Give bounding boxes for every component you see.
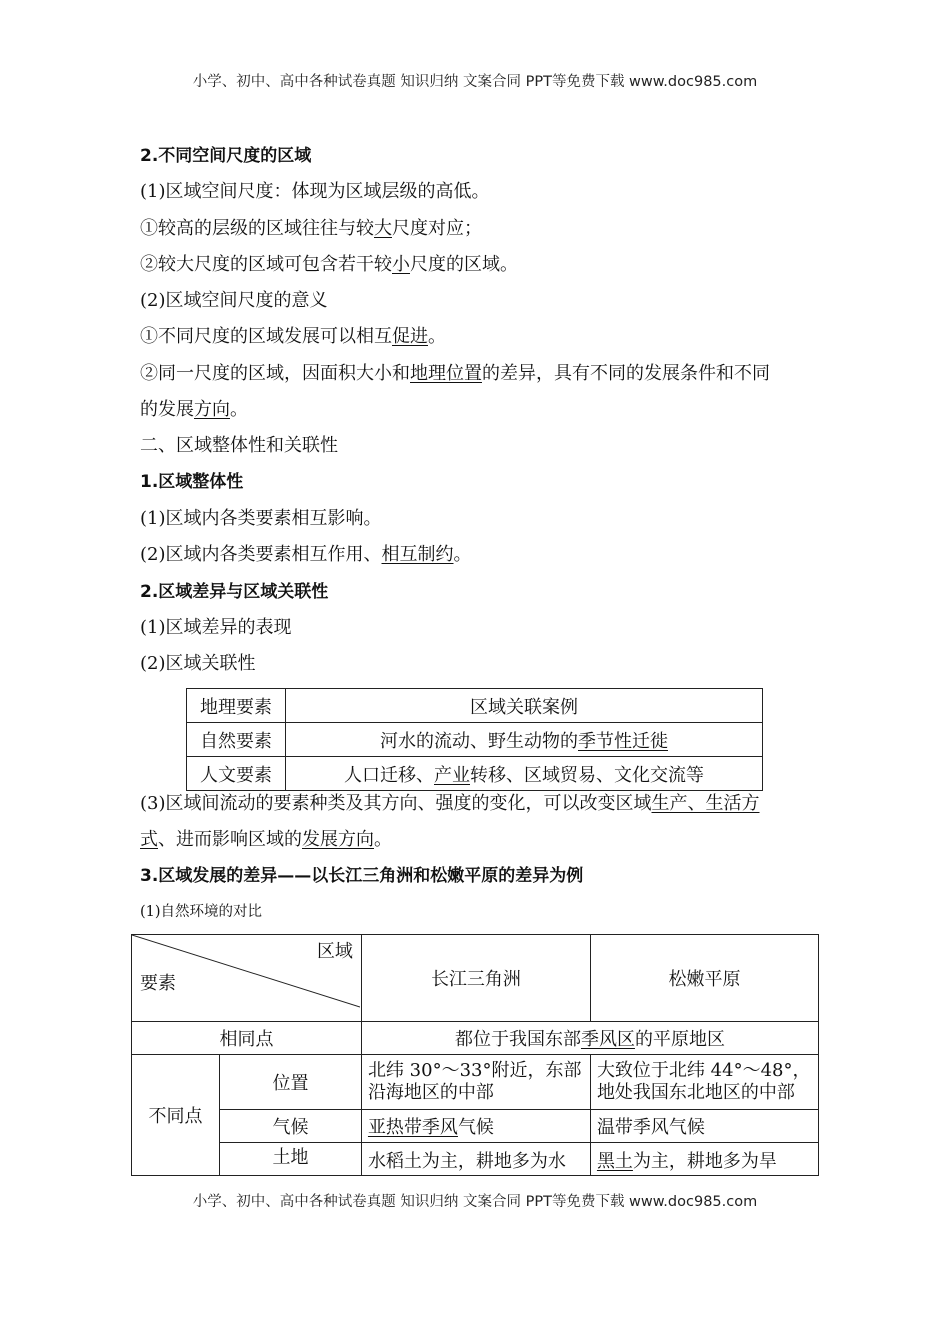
paragraph: 的发展方向。 [140,399,248,420]
relevance-table [186,688,763,791]
paragraph: (2)区域内各类要素相互作用、相互制约。 [140,544,472,565]
table-cell: 水稻土为主，耕地多为水 [361,1143,590,1176]
table-row [187,689,763,723]
page-footer: 小学、初中、高中各种试卷真题 知识归纳 文案合同 PPT等免费下载 www.doc985.com [192,1194,758,1210]
paragraph: (1)区域差异的表现 [140,617,292,638]
diagonal-header-cell [132,935,362,1022]
comparison-table [131,934,819,1176]
table-cell: 位置 [220,1055,362,1110]
table-row [132,1055,819,1110]
table-cell: 河水的流动、野生动物的季节性迁徙 [286,723,763,757]
corner-top-label: 区域 [316,941,353,962]
paragraph: (2)区域空间尺度的意义 [140,290,328,311]
section-heading: 二、区域整体性和关联性 [140,435,338,456]
table-cell: 北纬 30°～33°附近，东部 沿海地区的中部 [361,1055,590,1110]
paragraph: ②同一尺度的区域，因面积大小和地理位置的差异，具有不同的发展条件和不同 [140,363,770,384]
table-cell: 黑土为主，耕地多为旱 [590,1143,818,1176]
table-cell: 不同点 [132,1055,220,1176]
paragraph: (3)区域间流动的要素种类及其方向、强度的变化，可以改变区域生产、生活方 [140,793,760,814]
table-cell: 都位于我国东部季风区的平原地区 [361,1022,818,1055]
heading-integrity: 1.区域整体性 [140,472,244,492]
paragraph: ②较大尺度的区域可包含若干较小尺度的区域。 [140,254,518,275]
paragraph: (1)自然环境的对比 [140,904,263,920]
table-row [132,1022,819,1055]
paragraph: (1)区域内各类要素相互影响。 [140,508,382,529]
table-row [132,1143,819,1176]
paragraph: (1)区域空间尺度：体现为区域层级的高低。 [140,181,490,202]
corner-bottom-label: 要素 [140,973,176,994]
table-cell: 大致位于北纬 44°～48°， 地处我国东北地区的中部 [590,1055,818,1110]
table-row [132,935,819,1022]
page-header: 小学、初中、高中各种试卷真题 知识归纳 文案合同 PPT等免费下载 www.doc985.com [192,74,758,90]
table-header: 长江三角洲 [361,935,590,1022]
paragraph: 式、进而影响区域的发展方向。 [140,829,392,850]
table-header: 地理要素 [187,689,286,723]
table-cell: 温带季风气候 [590,1110,818,1143]
heading-development-difference: 3.区域发展的差异——以长江三角洲和松嫩平原的差异为例 [140,866,584,886]
table-cell: 土地 [220,1143,362,1176]
table-header: 松嫩平原 [590,935,818,1022]
table-cell: 相同点 [132,1022,362,1055]
heading-spatial-scale: 2.不同空间尺度的区域 [140,146,312,166]
table-cell: 自然要素 [187,723,286,757]
table-row [187,723,763,757]
table-header: 区域关联案例 [286,689,763,723]
table-row [187,757,763,791]
table-cell: 气候 [220,1110,362,1143]
table-cell: 人文要素 [187,757,286,791]
paragraph: ①不同尺度的区域发展可以相互促进。 [140,326,446,347]
table-cell: 亚热带季风气候 [361,1110,590,1143]
paragraph: (2)区域关联性 [140,653,256,674]
paragraph: ①较高的层级的区域往往与较大尺度对应； [140,218,482,239]
table-row [132,1110,819,1143]
table-cell: 人口迁移、产业转移、区域贸易、文化交流等 [286,757,763,791]
heading-difference-relevance: 2.区域差异与区域关联性 [140,582,329,602]
